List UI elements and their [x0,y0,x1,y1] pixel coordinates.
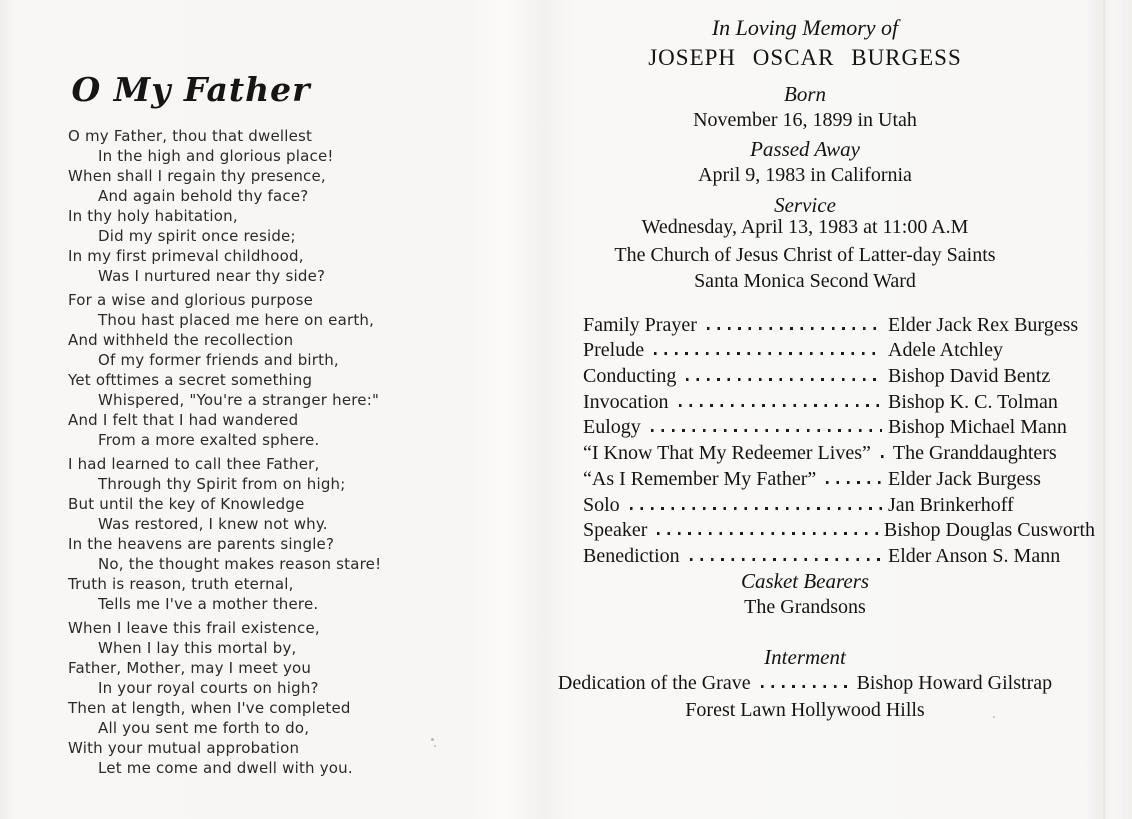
hymn-line: I had learned to call thee Father, [68,455,320,473]
program-row [583,311,1095,337]
service-heading: Service [774,193,836,217]
hymn-title: O My Father [71,70,311,109]
hymn-line: When I leave this frail existence, [68,619,320,637]
scan-speck [434,745,436,747]
program-row [583,542,1095,568]
program-person: Bishop Michael Mann [888,416,1067,439]
passed-heading: Passed Away [750,137,860,161]
born-heading: Born [784,82,826,106]
hymn-text [68,126,381,778]
interment-heading: Interment [764,645,846,669]
hymn-stanza-4 [68,618,381,778]
hymn-line: And I felt that I had wandered [68,411,299,429]
program-item: Eulogy [583,416,641,439]
dot-leader [654,352,882,355]
dot-leader [686,378,882,381]
interment-item: Dedication of the Grave [557,672,751,694]
interment-place: Forest Lawn Hollywood Hills [685,699,925,721]
hymn-line: Through thy Spirit from on high; [98,475,346,493]
program-row [583,362,1095,388]
dot-leader [881,455,887,458]
hymn-line: Yet ofttimes a secret something [68,371,313,389]
hymn-line: And withheld the recollection [68,331,294,349]
program-item: Speaker [583,519,648,542]
program-item: Solo [583,493,620,516]
program-item: Invocation [583,390,669,413]
hymn-stanza-2 [68,290,381,450]
service-datetime: Wednesday, April 13, 1983 at 11:00 A.M [641,216,969,238]
program-row [583,337,1095,363]
hymn-line: Let me come and dwell with you. [98,759,353,777]
hymn-line: Whispered, "You're a stranger here:" [98,391,380,409]
hymn-line: In thy holy habitation, [68,207,238,225]
program-person: Jan Brinkerhoff [888,493,1014,516]
program-row [583,414,1095,440]
hymn-line: Was restored, I knew not why. [98,515,328,533]
service-program-list [583,311,1095,568]
hymn-line: Tells me I've a mother there. [98,595,319,613]
interment-person: Bishop Howard Gilstrap [856,672,1053,694]
dot-leader [761,685,849,688]
hymn-stanza-3 [68,454,381,614]
casket-bearers-detail: The Grandsons [744,596,866,618]
program-item: Benediction [583,544,680,567]
program-person: Elder Jack Burgess [888,467,1041,490]
program-item: “I Know That My Redeemer Lives” [583,442,871,465]
dot-leader [826,481,882,484]
program-row [583,388,1095,414]
dot-leader [679,404,882,407]
hymn-stanza-1 [68,126,381,286]
program-person: Bishop K. C. Tolman [888,390,1058,413]
hymn-line: In the heavens are parents single? [68,535,335,553]
casket-bearers-heading: Casket Bearers [740,569,870,593]
program-row [583,517,1095,543]
scan-speck [993,716,995,718]
hymn-line: All you sent me forth to do, [98,719,310,737]
hymn-line: In my first primeval childhood, [68,247,304,265]
program-item: Family Prayer [583,313,697,336]
hymn-line: Father, Mother, may I meet you [68,659,312,677]
hymn-line: Of my former friends and birth, [98,351,339,369]
dot-leader [690,558,882,561]
hymn-line: O my Father, thou that dwellest [68,127,313,145]
program-person: The Granddaughters [892,442,1057,465]
right-page [545,0,1095,819]
hymn-line: In your royal courts on high? [98,679,319,697]
program-person: Bishop Douglas Cusworth [883,519,1095,542]
hymn-line: In the high and glorious place! [98,147,334,165]
hymn-line: With your mutual approbation [68,739,300,757]
hymn-line: And again behold thy face? [98,187,309,205]
hymn-line: Did my spirit once reside; [98,227,296,245]
memory-heading: In Loving Memory of [711,15,899,40]
service-ward: Santa Monica Second Ward [694,270,916,292]
program-item: Conducting [583,365,677,388]
program-person: Adele Atchley [888,339,1003,362]
scan-speck [431,738,434,741]
program-person: Elder Anson S. Mann [888,544,1061,567]
program-row [583,491,1095,517]
hymn-line: No, the thought makes reason stare! [98,555,382,573]
interment-row [545,672,1065,695]
hymn-line: Then at length, when I've completed [68,699,351,717]
born-detail: November 16, 1899 in Utah [693,109,917,131]
program-item: “As I Remember My Father” [583,467,817,490]
scan-fold-line [1103,0,1105,819]
hymn-line: Thou hast placed me here on earth, [98,311,375,329]
program-person: Bishop David Bentz [888,365,1051,388]
service-location: The Church of Jesus Christ of Latter-day Saints [614,244,996,266]
hymn-line: When shall I regain thy presence, [68,167,326,185]
dot-leader [630,507,882,510]
program-item: Prelude [583,339,645,362]
program-person: Elder Jack Rex Burgess [888,313,1079,336]
dot-leader [707,327,882,330]
program-row [583,465,1095,491]
left-page [0,0,540,819]
deceased-name: JOSEPH OSCAR BURGESS [648,45,962,70]
hymn-line: From a more exalted sphere. [98,431,320,449]
dot-leader [651,429,882,432]
program-row [583,439,1095,465]
hymn-line: But until the key of Knowledge [68,495,305,513]
passed-detail: April 9, 1983 in California [698,164,912,186]
hymn-line: When I lay this mortal by, [98,639,297,657]
hymn-line: Was I nurtured near thy side? [98,267,326,285]
hymn-line: For a wise and glorious purpose [68,291,314,309]
hymn-line: Truth is reason, truth eternal, [68,575,294,593]
dot-leader [657,532,877,535]
